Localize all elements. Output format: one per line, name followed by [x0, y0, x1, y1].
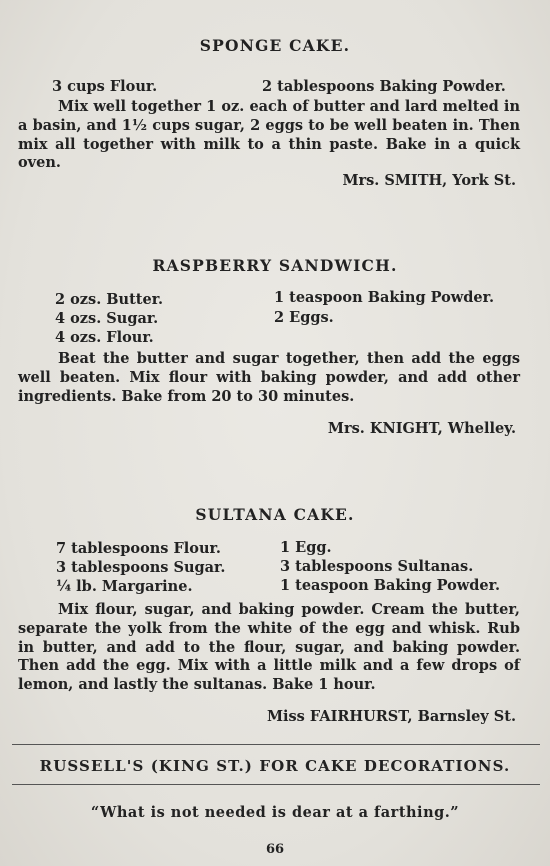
advert-top-rule — [12, 744, 540, 745]
sultana-signature: Miss FAIRHURST, Barnsley St. — [266, 708, 516, 725]
sponge-method-text: Mix well together 1 oz. each of butter and lard melted in a basin, and 1½ cups sugar, 2 eggs to be well beaten in. Then mix all together with milk to a thin paste. Bake in a quick oven. — [18, 98, 520, 172]
sponge-ingredient-left: 3 cups Flour. — [52, 78, 158, 95]
sultana-method-text: Mix flour, sugar, and baking powder. Cream the butter, separate the yolk from the white of the egg and whisk. Rub in butter, and add to the flour, sugar, and baking powder. Then add the egg. Mix with a little milk and a few drops of lemon, and lastly the sultanas. Bake 1 hour. — [18, 601, 520, 694]
sultana-cake-title: SULTANA CAKE. — [195, 505, 355, 524]
sponge-signature: Mrs. SMITH, York St. — [342, 172, 516, 189]
sultana-method — [18, 601, 520, 695]
sultana-ingredient-right-3: 1 teaspoon Baking Powder. — [280, 577, 501, 594]
sponge-method — [18, 98, 520, 173]
raspberry-ingredient-right-1: 1 teaspoon Baking Powder. — [274, 289, 495, 306]
sultana-ingredient-right-1: 1 Egg. — [280, 539, 332, 556]
raspberry-ingredient-left-3: 4 ozs. Flour. — [55, 329, 154, 346]
sultana-ingredient-left-3: ¼ lb. Margarine. — [56, 578, 193, 595]
proverb-quote: “What is not needed is dear at a farthing.” — [90, 804, 460, 821]
sultana-ingredient-left-2: 3 tablespoons Sugar. — [56, 559, 226, 576]
raspberry-ingredient-left-1: 2 ozs. Butter. — [55, 291, 164, 308]
raspberry-signature: Mrs. KNIGHT, Whelley. — [327, 420, 516, 437]
advert-text: RUSSELL'S (KING ST.) FOR CAKE DECORATIONS. — [39, 757, 511, 775]
sponge-cake-title: SPONGE CAKE. — [199, 36, 351, 55]
raspberry-ingredient-right-2: 2 Eggs. — [274, 309, 334, 326]
raspberry-method — [18, 350, 520, 406]
raspberry-ingredient-left-2: 4 ozs. Sugar. — [55, 310, 159, 327]
raspberry-sandwich-title: RASPBERRY SANDWICH. — [152, 256, 398, 275]
page-number: 66 — [265, 842, 285, 857]
advert-bottom-rule — [12, 784, 540, 785]
sultana-ingredient-left-1: 7 tablespoons Flour. — [56, 540, 221, 557]
raspberry-method-text: Beat the butter and sugar together, then add the eggs well beaten. Mix flour with baking powder, and add other ingredients. Bake from 20 to 30 minutes. — [18, 350, 520, 405]
sponge-ingredient-right: 2 tablespoons Baking Powder. — [262, 78, 506, 95]
sultana-ingredient-right-2: 3 tablespoons Sultanas. — [280, 558, 474, 575]
